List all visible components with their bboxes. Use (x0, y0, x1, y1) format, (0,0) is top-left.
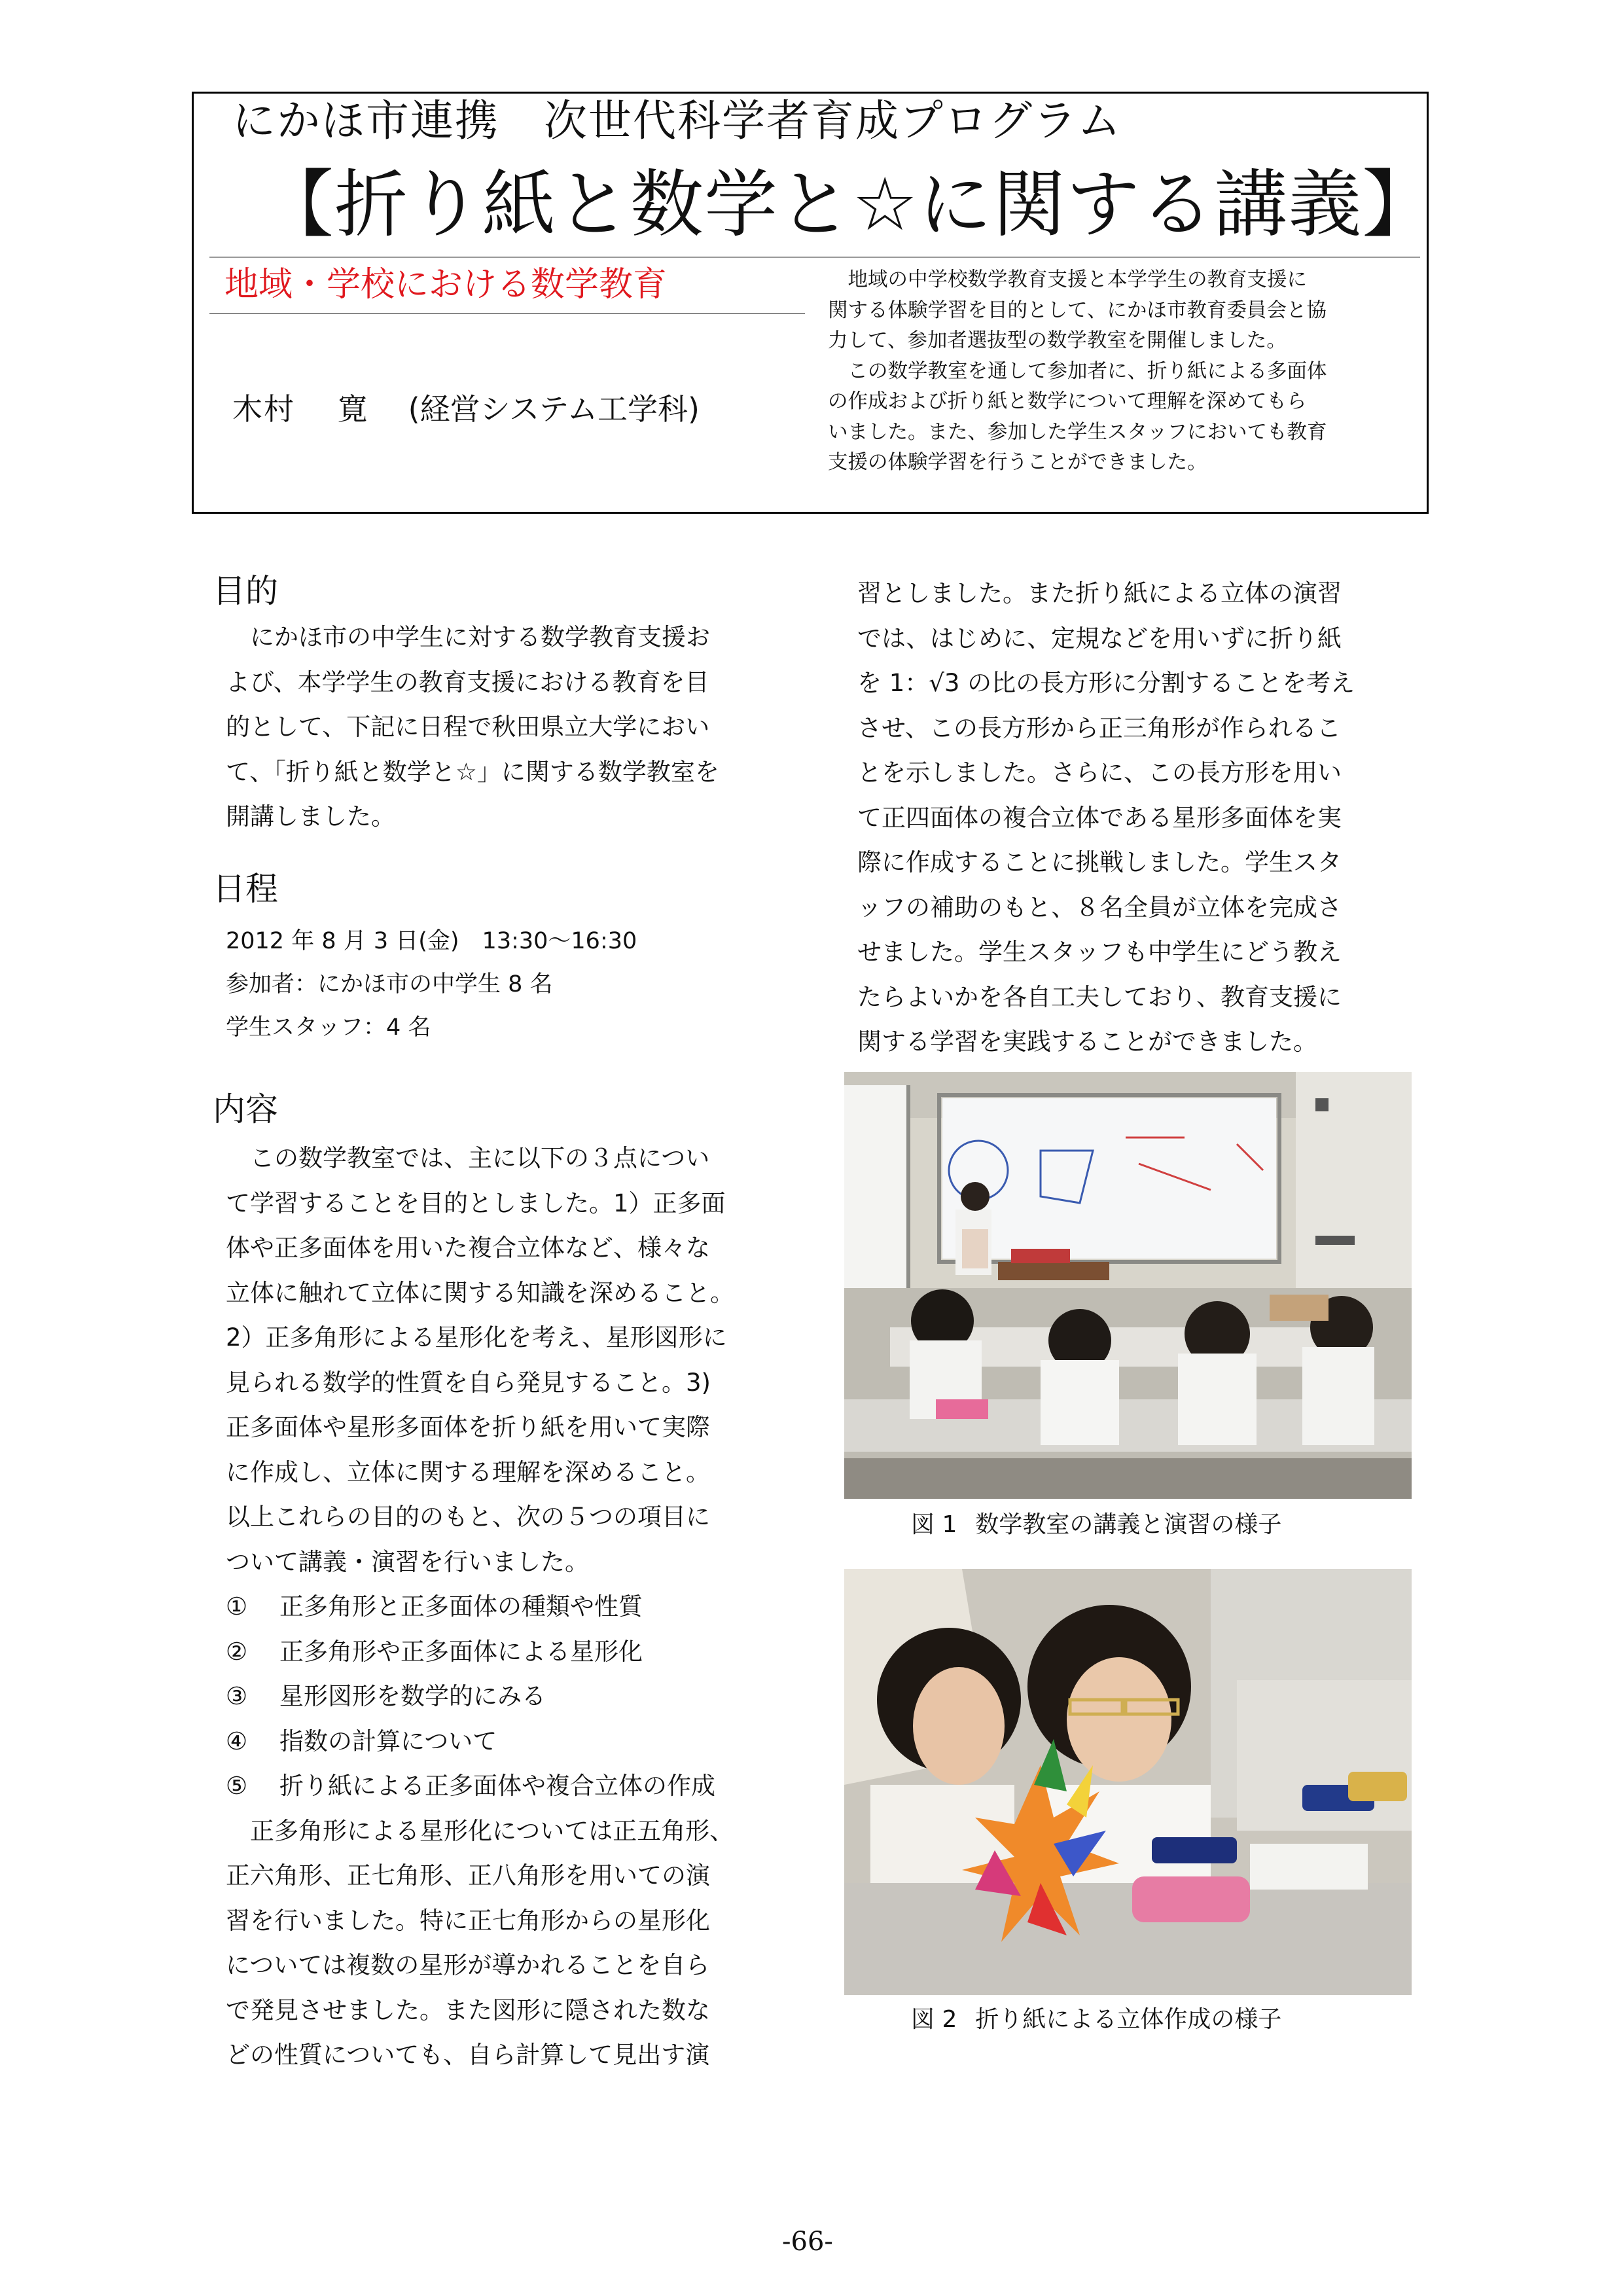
abstract-line: 力して、参加者選抜型の数学教室を開催しました。 (828, 329, 1287, 352)
abstract (828, 265, 1404, 478)
list-item-text: 星形図形を数学的にみる (279, 1682, 546, 1710)
content-line: で発見させました。また図形に隠された数な (226, 1996, 710, 2024)
title-divider (209, 257, 1420, 258)
right-column-line: 際に作成することに挑戦しました。学生スタ (857, 848, 1342, 876)
figure-2-origami-photo (844, 1569, 1412, 1995)
content-line: 体や正多面体を用いた複合立体など、様々な (226, 1234, 710, 1262)
right-column-line: 習としました。また折り紙による立体の演習 (857, 579, 1342, 607)
right-column-line: させ、この長方形から正三角形が作られるこ (857, 713, 1341, 742)
content-line: て学習することを目的としました。1）正多面 (226, 1189, 726, 1217)
list-item (226, 1764, 734, 1809)
abstract-line: いました。また、参加した学生スタッフにおいても教育 (828, 420, 1327, 444)
list-marker: ② (226, 1637, 248, 1666)
purpose-line: にかほ市の中学生に対する数学教育支援お (226, 623, 710, 651)
list-item-text: 指数の計算について (279, 1727, 497, 1755)
figure-1-classroom-photo (844, 1072, 1412, 1499)
list-item (226, 1674, 734, 1719)
schedule-staff: 学生スタッフ：4 名 (226, 1014, 431, 1041)
abstract-line: 地域の中学校数学教育支援と本学学生の教育支援に (828, 268, 1307, 291)
content-line: 立体に触れて立体に関する知識を深めること。 (226, 1278, 734, 1307)
content-body (226, 1136, 734, 2078)
list-item (226, 1630, 734, 1675)
list-item-text: 正多角形と正多面体の種類や性質 (279, 1592, 643, 1621)
figure-1-number: 図 1 (911, 1511, 957, 1538)
right-column-line: ッフの補助のもと、８名全員が立体を完成さ (857, 893, 1342, 922)
list-marker: ④ (226, 1727, 248, 1755)
right-column-line: せました。学生スタッフも中学生にどう教え (857, 938, 1342, 966)
right-column-line: では、はじめに、定規などを用いずに折り紙 (857, 624, 1342, 653)
content-line: どの性質についても、自ら計算して見出す演 (226, 2041, 710, 2069)
subtitle-divider (209, 313, 805, 314)
purpose-body (226, 615, 719, 840)
purpose-line: よび、本学学生の教育支援における教育を目 (226, 668, 709, 696)
figure-2-caption (911, 2003, 1281, 2036)
content-heading: 内容 (213, 1090, 278, 1128)
program-series-title: にかほ市連携 次世代科学者育成プログラム (232, 96, 1122, 146)
right-column-line: とを示しました。さらに、この長方形を用い (857, 759, 1342, 787)
list-item-text: 正多角形や正多面体による星形化 (279, 1637, 643, 1666)
abstract-line: 支援の体験学習を行うことができました。 (828, 451, 1207, 474)
list-marker: ① (226, 1592, 248, 1621)
content-line: 見られる数学的性質を自ら発見すること。3) (226, 1368, 711, 1397)
schedule-body (226, 920, 637, 1049)
author (232, 386, 700, 432)
list-marker: ⑤ (226, 1772, 248, 1800)
abstract-line: 関する体験学習を目的として、にかほ市教育委員会と協 (828, 298, 1327, 322)
schedule-heading: 日程 (213, 870, 278, 908)
figure-1-caption (911, 1509, 1281, 1541)
content-line: 正多角形による星形化については正五角形、 (226, 1816, 734, 1845)
list-item (226, 1719, 734, 1765)
right-column-line: たらよいかを各自工夫しており、教育支援に (857, 982, 1342, 1011)
right-column-line: を 1：√3 の比の長方形に分割することを考え (857, 669, 1355, 697)
author-affiliation: (経営システム工学科) (408, 391, 700, 427)
content-line: 以上これらの目的のもと、次の５つの項目に (226, 1503, 710, 1531)
abstract-line: の作成および折り紙と数学について理解を深めてもら (828, 390, 1307, 413)
schedule-date: 2012 年 8 月 3 日(金) 13:30～16:30 (226, 928, 637, 954)
list-item (226, 1585, 734, 1630)
origami-photo-illustration (844, 1569, 1412, 1995)
page-title: 【折り紙と数学と☆に関する講義】 (260, 162, 1436, 247)
content-line: 習を行いました。特に正七角形からの星形化 (226, 1906, 710, 1935)
list-item-text: 折り紙による正多面体や複合立体の作成 (279, 1772, 715, 1800)
abstract-line: この数学教室を通して参加者に、折り紙による多面体 (828, 359, 1327, 383)
figure-2-caption-text: 折り紙による立体作成の様子 (975, 2006, 1282, 2033)
content-line: 2）正多角形による星形化を考え、星形図形に (226, 1323, 727, 1352)
purpose-line: 的として、下記に日程で秋田県立大学におい (226, 713, 710, 741)
content-line: 正多面体や星形多面体を折り紙を用いて実際 (226, 1413, 710, 1441)
content-line: ついて講義・演習を行いました。 (226, 1547, 589, 1576)
schedule-participants: 参加者：にかほ市の中学生 8 名 (226, 971, 553, 997)
page-number: -66- (782, 2227, 833, 2257)
purpose-heading: 目的 (213, 572, 278, 610)
subtitle: 地域・学校における数学教育 (224, 265, 668, 304)
author-name: 木村 寛 (232, 391, 369, 427)
classroom-photo-illustration (844, 1072, 1412, 1499)
figure-2-number: 図 2 (911, 2006, 957, 2033)
purpose-line: 開講しました。 (226, 802, 395, 831)
list-marker: ③ (226, 1682, 248, 1710)
figure-1-caption-text: 数学教室の講義と演習の様子 (975, 1511, 1282, 1538)
content-line: に作成し、立体に関する理解を深めること。 (226, 1458, 710, 1486)
content-line: この数学教室では、主に以下の３点につい (226, 1144, 710, 1172)
purpose-line: て、「折り紙と数学と☆」に関する数学教室を (226, 757, 719, 786)
right-column-line: 関する学習を実践することができました。 (857, 1028, 1317, 1056)
content-line: については複数の星形が導かれることを自ら (226, 1951, 710, 1979)
right-column-body (857, 571, 1355, 1065)
right-column-line: て正四面体の複合立体である星形多面体を実 (857, 803, 1342, 832)
content-line: 正六角形、正七角形、正八角形を用いての演 (226, 1861, 710, 1890)
